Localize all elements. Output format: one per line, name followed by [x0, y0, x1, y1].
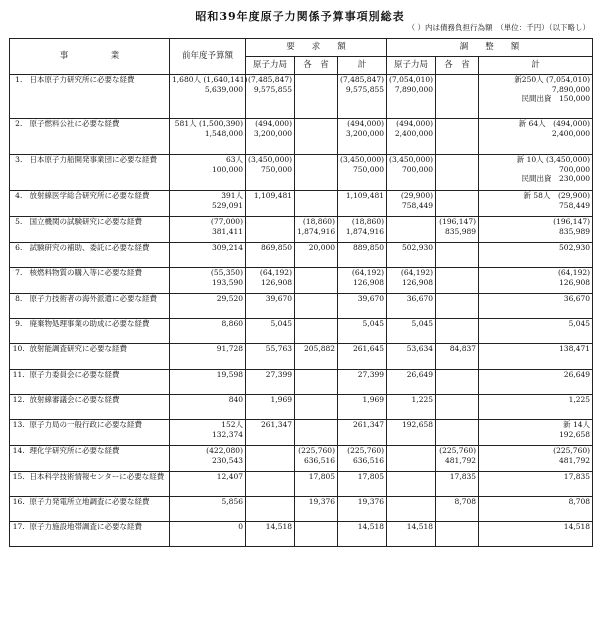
cell-req-total: 261,347: [338, 420, 387, 446]
header-project: 事 業: [10, 39, 170, 75]
cell-req-atomic: (7,485,847) 9,575,855: [246, 75, 295, 119]
cell-req-min: [295, 370, 338, 395]
cell-adj-total: 新 58人 (29,900) 758,449: [479, 191, 593, 217]
cell-adj-min: [436, 294, 479, 319]
cell-adj-total: (225,760) 481,792: [479, 446, 593, 472]
table-row: [10, 370, 593, 395]
row-project-name: 放射線審議会に必要な経費: [28, 395, 170, 420]
cell-prev: 29,520: [170, 294, 246, 319]
row-number: 10.: [10, 344, 28, 370]
cell-req-total: 39,670: [338, 294, 387, 319]
cell-req-atomic: 27,399: [246, 370, 295, 395]
cell-prev: (55,350) 193,590: [170, 268, 246, 294]
table-row: [10, 344, 593, 370]
cell-adj-min: 8,708: [436, 497, 479, 522]
cell-req-total: (3,450,000) 750,000: [338, 155, 387, 191]
cell-req-min: (18,860) 1,874,916: [295, 217, 338, 243]
cell-adj-min: 84,837: [436, 344, 479, 370]
header-req-atomic: 原子力局: [246, 57, 295, 75]
table-row: [10, 446, 593, 472]
row-number: 6.: [10, 243, 28, 268]
cell-adj-total: 502,930: [479, 243, 593, 268]
cell-req-min: [295, 119, 338, 155]
cell-adj-total: 新 14人 192,658: [479, 420, 593, 446]
cell-adj-atomic: 26,649: [387, 370, 436, 395]
header-adj-atomic: 原子力局: [387, 57, 436, 75]
cell-adj-min: (225,760) 481,792: [436, 446, 479, 472]
cell-req-atomic: 5,045: [246, 319, 295, 344]
cell-req-total: 1,109,481: [338, 191, 387, 217]
cell-adj-total: 138,471: [479, 344, 593, 370]
cell-adj-total: 1,225: [479, 395, 593, 420]
row-number: 9.: [10, 319, 28, 344]
cell-adj-min: [436, 319, 479, 344]
cell-adj-total: 26,649: [479, 370, 593, 395]
row-project-name: 原子力施設地帯調査に必要な経費: [28, 522, 170, 547]
cell-adj-atomic: 5,045: [387, 319, 436, 344]
cell-req-min: 17,805: [295, 472, 338, 497]
cell-adj-atomic: (494,000) 2,400,000: [387, 119, 436, 155]
row-project-name: 原子力局の一般行政に必要な経費: [28, 420, 170, 446]
table-row: [10, 191, 593, 217]
table-row: [10, 294, 593, 319]
row-number: 5.: [10, 217, 28, 243]
table-row: [10, 319, 593, 344]
cell-req-min: [295, 75, 338, 119]
cell-req-atomic: (3,450,000) 750,000: [246, 155, 295, 191]
cell-adj-min: [436, 420, 479, 446]
row-number: 13.: [10, 420, 28, 446]
header-req-ministries: 各 省: [295, 57, 338, 75]
row-project-name: 核燃料物質の購入等に必要な経費: [28, 268, 170, 294]
cell-adj-atomic: (7,054,010) 7,890,000: [387, 75, 436, 119]
cell-req-total: 1,969: [338, 395, 387, 420]
cell-adj-min: 17,835: [436, 472, 479, 497]
cell-req-atomic: [246, 472, 295, 497]
cell-req-atomic: 14,518: [246, 522, 295, 547]
cell-prev: 12,407: [170, 472, 246, 497]
cell-adj-min: [436, 395, 479, 420]
row-number: 12.: [10, 395, 28, 420]
cell-req-min: 19,376: [295, 497, 338, 522]
cell-adj-total: 17,835: [479, 472, 593, 497]
row-project-name: 日本原子力研究所に必要な経費: [28, 75, 170, 119]
cell-adj-min: [436, 119, 479, 155]
row-number: 2.: [10, 119, 28, 155]
row-number: 3.: [10, 155, 28, 191]
cell-req-min: [295, 522, 338, 547]
cell-adj-total: 36,670: [479, 294, 593, 319]
cell-req-total: 889,850: [338, 243, 387, 268]
cell-req-atomic: 1,969: [246, 395, 295, 420]
cell-adj-total: 8,708: [479, 497, 593, 522]
row-project-name: 日本原子力船開発事業団に必要な経費: [28, 155, 170, 191]
row-project-name: 廃棄物処理事業の助成に必要な経費: [28, 319, 170, 344]
cell-req-total: 27,399: [338, 370, 387, 395]
cell-prev: 309,214: [170, 243, 246, 268]
cell-req-atomic: 261,347: [246, 420, 295, 446]
cell-req-min: [295, 319, 338, 344]
row-project-name: 原子燃料公社に必要な経費: [28, 119, 170, 155]
page-title: 昭和39年度原子力関係予算事項別総表: [195, 10, 405, 23]
table-row: [10, 420, 593, 446]
cell-prev: 19,598: [170, 370, 246, 395]
cell-req-min: [295, 191, 338, 217]
table-row: [10, 497, 593, 522]
header-request: 要 求 額: [246, 39, 387, 57]
cell-prev: 0: [170, 522, 246, 547]
table-row: [10, 522, 593, 547]
cell-adj-atomic: (3,450,000) 700,000: [387, 155, 436, 191]
cell-adj-min: [436, 268, 479, 294]
row-number: 4.: [10, 191, 28, 217]
row-number: 16.: [10, 497, 28, 522]
row-number: 17.: [10, 522, 28, 547]
cell-req-total: 19,376: [338, 497, 387, 522]
cell-req-total: (7,485,847) 9,575,855: [338, 75, 387, 119]
row-number: 14.: [10, 446, 28, 472]
cell-adj-atomic: 192,658: [387, 420, 436, 446]
cell-adj-min: [436, 191, 479, 217]
row-project-name: 国立機関の試験研究に必要な経費: [28, 217, 170, 243]
header-req-total: 計: [338, 57, 387, 75]
cell-prev: 91,728: [170, 344, 246, 370]
cell-req-atomic: (494,000) 3,200,000: [246, 119, 295, 155]
row-project-name: 放射線医学総合研究所に必要な経費: [28, 191, 170, 217]
cell-req-total: (18,860) 1,874,916: [338, 217, 387, 243]
table-row: [10, 217, 593, 243]
unit-note: （ ）内は債務負担行為額 （単位：千円）（以下略し）: [407, 23, 590, 32]
row-project-name: 理化学研究所に必要な経費: [28, 446, 170, 472]
cell-adj-min: [436, 75, 479, 119]
cell-req-min: [295, 155, 338, 191]
cell-adj-atomic: [387, 472, 436, 497]
cell-adj-total: 新 10人 (3,450,000) 700,000 民間出資 230,000: [479, 155, 593, 191]
cell-req-total: (494,000) 3,200,000: [338, 119, 387, 155]
cell-adj-min: [436, 370, 479, 395]
cell-adj-atomic: 502,930: [387, 243, 436, 268]
cell-prev: 152人 132,374: [170, 420, 246, 446]
cell-prev: 1,680人 (1,640,141) 5,639,000: [170, 75, 246, 119]
cell-req-atomic: 1,109,481: [246, 191, 295, 217]
row-number: 1.: [10, 75, 28, 119]
row-number: 11.: [10, 370, 28, 395]
cell-prev: (422,080) 230,543: [170, 446, 246, 472]
cell-adj-atomic: [387, 497, 436, 522]
cell-req-total: (225,760) 636,516: [338, 446, 387, 472]
row-project-name: 原子力委員会に必要な経費: [28, 370, 170, 395]
cell-prev: 63人 100,000: [170, 155, 246, 191]
cell-req-atomic: [246, 497, 295, 522]
header-adj-total: 計: [479, 57, 593, 75]
cell-req-total: 5,045: [338, 319, 387, 344]
table-row: [10, 155, 593, 191]
budget-table: [9, 38, 593, 547]
cell-adj-atomic: (64,192) 126,908: [387, 268, 436, 294]
header-adjusted: 調 整 額: [387, 39, 593, 57]
cell-req-min: [295, 420, 338, 446]
cell-adj-atomic: 36,670: [387, 294, 436, 319]
row-number: 8.: [10, 294, 28, 319]
cell-req-total: 14,518: [338, 522, 387, 547]
cell-req-total: 261,645: [338, 344, 387, 370]
cell-req-total: (64,192) 126,908: [338, 268, 387, 294]
cell-adj-min: [436, 243, 479, 268]
cell-adj-atomic: [387, 446, 436, 472]
cell-req-atomic: 55,763: [246, 344, 295, 370]
cell-req-min: 20,000: [295, 243, 338, 268]
table-row: [10, 472, 593, 497]
table-row: [10, 268, 593, 294]
row-project-name: 日本科学技術情報センターに必要な経費: [28, 472, 170, 497]
cell-req-min: [295, 395, 338, 420]
table-row: [10, 395, 593, 420]
row-project-name: 原子力技術者の海外派遣に必要な経費: [28, 294, 170, 319]
cell-adj-total: (196,147) 835,989: [479, 217, 593, 243]
cell-adj-total: (64,192) 126,908: [479, 268, 593, 294]
cell-adj-min: (196,147) 835,989: [436, 217, 479, 243]
cell-req-min: [295, 294, 338, 319]
cell-prev: 581人 (1,500,390) 1,548,000: [170, 119, 246, 155]
cell-adj-atomic: 14,518: [387, 522, 436, 547]
cell-prev: (77,000) 381,411: [170, 217, 246, 243]
cell-adj-min: [436, 522, 479, 547]
header-adj-ministries: 各 省: [436, 57, 479, 75]
row-number: 15.: [10, 472, 28, 497]
cell-req-atomic: 39,670: [246, 294, 295, 319]
cell-req-atomic: 869,850: [246, 243, 295, 268]
header-prev-year: 前年度予算額: [170, 39, 246, 75]
table-body: [10, 75, 593, 547]
cell-prev: 8,860: [170, 319, 246, 344]
cell-prev: 391人 529,091: [170, 191, 246, 217]
cell-adj-atomic: 53,634: [387, 344, 436, 370]
cell-adj-total: 新250人 (7,054,010) 7,890,000 民間出資 150,000: [479, 75, 593, 119]
row-project-name: 原子力発電所立地調査に必要な経費: [28, 497, 170, 522]
row-project-name: 試験研究の補助、委託に必要な経費: [28, 243, 170, 268]
cell-adj-atomic: [387, 217, 436, 243]
row-number: 7.: [10, 268, 28, 294]
table-row: [10, 243, 593, 268]
cell-prev: 5,856: [170, 497, 246, 522]
cell-adj-atomic: 1,225: [387, 395, 436, 420]
cell-req-atomic: [246, 446, 295, 472]
cell-prev: 840: [170, 395, 246, 420]
cell-req-total: 17,805: [338, 472, 387, 497]
cell-adj-atomic: (29,900) 758,449: [387, 191, 436, 217]
cell-adj-total: 新 64人 (494,000) 2,400,000: [479, 119, 593, 155]
table-row: [10, 75, 593, 119]
row-project-name: 放射能調査研究に必要な経費: [28, 344, 170, 370]
cell-req-min: [295, 268, 338, 294]
cell-req-atomic: [246, 217, 295, 243]
cell-req-min: 205,882: [295, 344, 338, 370]
cell-req-atomic: (64,192) 126,908: [246, 268, 295, 294]
cell-adj-min: [436, 155, 479, 191]
cell-adj-total: 14,518: [479, 522, 593, 547]
table-row: [10, 119, 593, 155]
cell-req-min: (225,760) 636,516: [295, 446, 338, 472]
cell-adj-total: 5,045: [479, 319, 593, 344]
